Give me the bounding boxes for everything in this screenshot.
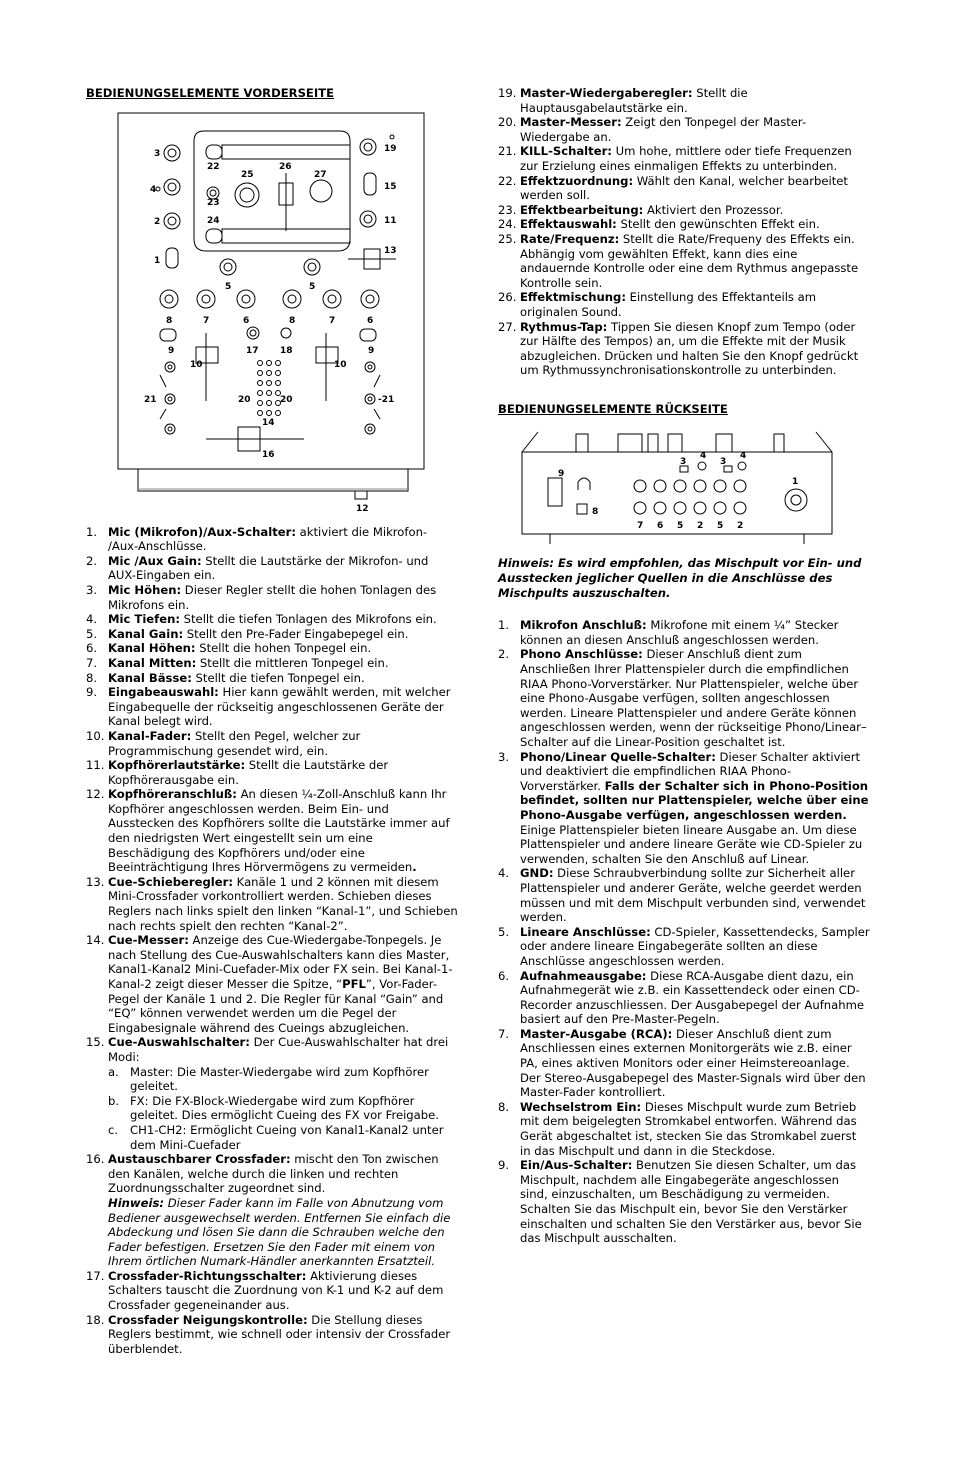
list-item: 8. Kanal Bässe: Stellt die tiefen Tonpegel ein.: [86, 670, 365, 685]
svg-text:6: 6: [367, 315, 374, 326]
list-item: 19. Master-Wiedergaberegler: Stellt die Hauptausgabelautstärke ein.: [498, 86, 748, 115]
svg-text:20: 20: [280, 394, 293, 405]
svg-text:18: 18: [280, 345, 293, 356]
list-item: 9. Ein/Aus-Schalter: Benutzen Sie diesen Schalter, um das Mischpult, nachdem alle Eingabegeräte angeschlossen sind, einzuschalten, um Beschädigung zu vermeiden. Schalten Sie das Mischpult ein, bevor Sie den Verstärker einschalten und schalten Sie den Verstärker aus, bevor Sie das Mischpult ausschalten.: [498, 1158, 862, 1246]
svg-text:16: 16: [262, 449, 275, 460]
svg-text:5: 5: [717, 521, 724, 532]
front-items-list-continued: [498, 86, 870, 378]
svg-text:4: 4: [740, 451, 747, 462]
svg-text:17: 17: [246, 345, 259, 356]
sub-list-item: b. FX: Die FX-Block-Wiedergabe wird zum Kopfhörer geleitet. Dies ermöglicht Cueing des FX vor Freigabe.: [108, 1093, 439, 1123]
list-item: 1. Mikrofon Anschluß: Mikrofone mit einem ¼” Stecker können an diesen Anschluß angeschlossen werden.: [498, 618, 839, 647]
list-item: 13. Cue-Schieberegler: Kanäle 1 und 2 können mit diesem Mini-Crossfader vorkontrolliert werden. Schieben dieses Reglers nach links spielt den linken “Kanal-1”, und Schieben nach rechts spielt den rechten “Kanal-2”.: [86, 874, 458, 933]
svg-text:25: 25: [241, 169, 254, 180]
list-item: 8. Wechselstrom Ein: Dieses Mischpult wurde zum Betrieb mit dem beigelegten Stromkabel entworfen. Während das Gerät abgeschaltet ist, stecken Sie das Stromkabel zuerst in das Mischpult und dann in die Steckdose.: [498, 1099, 857, 1158]
list-item: 6. Aufnahmeausgabe: Diese RCA-Ausgabe dient dazu, ein Aufnahmegerät wie z.B. ein Kassettendeck oder einen CD-Recorder anzuschliessen. Der Ausgabepegel der Aufnahme basiert auf den Pre-Master-Pegeln.: [498, 968, 865, 1027]
list-item: 9. Eingabeauswahl: Hier kann gewählt werden, mit welcher Eingabequelle der rückseitig angeschlossenen Geräte der Kanal belegt wird.: [86, 685, 451, 729]
list-item: 22. Effektzuordnung: Wählt den Kanal, welcher bearbeitet werden soll.: [498, 173, 848, 203]
list-item: 17. Crossfader-Richtungsschalter: Aktivierung dieses Schalters tauscht die Zuordnung von K-1 und K-2 auf dem Crossfader gegeneinander aus.: [86, 1268, 444, 1313]
svg-text:2: 2: [697, 521, 704, 532]
svg-text:7: 7: [203, 315, 210, 326]
list-item: 2. Mic /Aux Gain: Stellt die Lautstärke der Mikrofon- und AUX-Eingaben ein.: [86, 553, 429, 583]
list-item: 21. KILL-Schalter: Um hohe, mittlere oder tiefe Frequenzen zur Erzielung eines einmaligen Effekts zu unterbinden.: [498, 144, 852, 173]
list-item: 5. Lineare Anschlüsse: CD-Spieler, Kassettendecks, Sampler oder andere lineare Eingabegeräte sollten an diese Anschlüsse angeschlossen werden.: [498, 924, 870, 968]
svg-text:3: 3: [680, 457, 687, 468]
svg-text:15: 15: [384, 181, 397, 192]
list-item: 25. Rate/Frequenz: Stellt die Rate/Frequeny des Effekts ein. Abhängig vom gewählten Effekt, kann dies eine andauernde Kontrolle oder eine dem Rythmus angepasste Kontrolle sein.: [498, 231, 859, 290]
svg-text:8: 8: [166, 315, 173, 326]
svg-text:7: 7: [329, 315, 336, 326]
list-item: 4. Mic Tiefen: Stellt die tiefen Tonlagen des Mikrofons ein.: [86, 612, 437, 627]
rear-note: Hinweis: Es wird empfohlen, das Mischpult vor Ein- und Ausstecken jeglicher Quellen in die Anschlüsse des Mischpults auszuschalten.: [498, 556, 862, 600]
list-item: 5. Kanal Gain: Stellt den Pre-Fader Eingabepegel ein.: [86, 626, 409, 641]
left-column: [86, 86, 458, 1356]
svg-text:2: 2: [737, 521, 744, 532]
svg-text:3: 3: [720, 457, 727, 468]
svg-text:8: 8: [592, 507, 599, 518]
list-item: 4. GND: Diese Schraubverbindung sollte zur Sicherheit aller Plattenspieler und anderer Geräte, welche geerdet werden müssen und mit dem Mischpult verbunden sind, verwendet werden.: [498, 866, 866, 925]
svg-text:19: 19: [384, 143, 397, 154]
svg-text:6: 6: [243, 315, 250, 326]
svg-text:5: 5: [677, 521, 684, 532]
svg-text:11: 11: [384, 215, 397, 226]
list-item: 27. Rythmus-Tap: Tippen Sie diesen Knopf zum Tempo (oder zur Hälfte des Tempos) an, um die Effekte mit der Musik abzugleichen. Drücken und halten Sie den Knopf gedrückt um Rythmussynchronisationskontrolle zu unterbinden.: [498, 319, 859, 378]
svg-text:21: 21: [144, 394, 157, 405]
svg-text:5: 5: [309, 281, 316, 292]
list-item: 26. Effektmischung: Einstellung des Effektanteils am originalen Sound.: [498, 290, 817, 319]
svg-text:27: 27: [314, 169, 327, 180]
rear-panel-diagram: [520, 426, 860, 546]
list-item: 3. Phono/Linear Quelle-Schalter: Dieser Schalter aktiviert und deaktiviert die empfindlichen RIAA Phono-Vorverstärker. Falls der Schalter sich in Phono-Position befindet, sollten nur Plattenspieler, welche über eine Phono-Ausgabe verfügen, angeschlossen werden. Einige Plattenspieler bieten lineare Ausgabe an. Um diese Plattenspieler und andere lineare Geräte wie CD-Spieler zu verwenden, schalten Sie den Anschluß auf Linear.: [498, 749, 869, 866]
svg-text:10: 10: [334, 359, 347, 370]
front-panel-diagram: [116, 111, 456, 521]
list-item: 18. Crossfader Neigungskontrolle: Die Stellung dieses Reglers bestimmt, wie schnell oder intensiv der Crossfader überblendet.: [86, 1312, 451, 1356]
svg-text:1: 1: [154, 255, 161, 266]
svg-text:8: 8: [289, 315, 296, 326]
svg-text:13: 13: [384, 245, 397, 256]
svg-text:6: 6: [657, 521, 664, 532]
svg-text:4: 4: [700, 451, 707, 462]
svg-text:2: 2: [154, 216, 161, 227]
list-item: 3. Mic Höhen: Dieser Regler stellt die hohen Tonlagen des Mikrofons ein.: [86, 582, 437, 612]
svg-text:9: 9: [558, 469, 565, 480]
sub-list-item: a. Master: Die Master-Wiedergabe wird zum Kopfhörer geleitet.: [108, 1064, 429, 1094]
front-heading: BEDIENUNGSELEMENTE VORDERSEITE: [86, 86, 334, 100]
svg-text:9: 9: [368, 345, 375, 356]
right-column: [498, 86, 870, 1246]
svg-text:14: 14: [262, 417, 275, 428]
svg-text:-21: -21: [378, 394, 395, 405]
svg-text:5: 5: [225, 281, 232, 292]
svg-text:4: 4: [150, 184, 157, 195]
list-item: 1. Mic (Mikrofon)/Aux-Schalter: aktiviert die Mikrofon- /Aux-Anschlüsse.: [86, 524, 428, 554]
svg-text:10: 10: [190, 359, 203, 370]
list-item: 7. Kanal Mitten: Stellt die mittleren Tonpegel ein.: [86, 655, 389, 670]
sub-list: [108, 1065, 458, 1153]
list-item: 16. Austauschbarer Crossfader: mischt den Ton zwischen den Kanälen, welche durch die linken und rechten Zuordnungsschalter zugeordnet sind. Hinweis: Dieser Fader kann im Falle von Abnutzung vom Bediener ausgewechselt werden. Entfernen Sie einfach die Abdeckung und lösen Sie dann die Schrauben welche den Fader befestigen. Ersetzen Sie den Fader mit einem von Ihrem örtlichen Numark-Händler anerkannten Ersatzteil.: [86, 1152, 451, 1269]
list-item: 15. Cue-Auswahlschalter: Der Cue-Auswahlschalter hat drei Modi: a. Master: Die Master-Wiedergabe wird zum Kopfhörer geleitet. b. FX: Die FX-Block-Wiedergabe wird zum Kopfhörer geleitet. Dies ermöglicht Cueing des FX vor Freigabe. c. CH1-CH2: Ermöglicht Cueing von Kanal1-Kanal2 unter dem Mini-Cuefader: [86, 1035, 458, 1152]
sub-list-item: c. CH1-CH2: Ermöglicht Cueing von Kanal1-Kanal2 unter dem Mini-Cuefader: [108, 1122, 444, 1152]
svg-text:7: 7: [637, 521, 644, 532]
svg-text:22: 22: [207, 161, 220, 172]
rear-items-list: [498, 618, 870, 1246]
list-item: 7. Master-Ausgabe (RCA): Dieser Anschluß dient zum Anschliessen eines externen Monitorgeräts wie z.B. einer PA, eines aktiven Monitors oder einer Heimstereoanlage. Der Stereo-Ausgabepegel des Master-Signals wird über den Master-Fader kontrolliert.: [498, 1026, 866, 1100]
svg-text:12: 12: [356, 503, 369, 514]
svg-text:23: 23: [207, 197, 220, 208]
list-item: 14. Cue-Messer: Anzeige des Cue-Wiedergabe-Tonpegels. Je nach Stellung des Cue-Auswahlschalters kann dies Master, Kanal1-Kanal2 Mini-Cuefader-Mix oder FX sein. Bei Kanal-1-Kanal-2 zeigt dieser Messer die Spitze, “PFL”, Vor-Fader-Pegel der Kanäle 1 und 2. Die Regler für Kanal “Gain” and “EQ” können verwendet werden um die Pegel der Eingabesignale während des Cueings abzugleichen.: [86, 933, 453, 1035]
list-item: 2. Phono Anschlüsse: Dieser Anschluß dient zum Anschließen Ihrer Plattenspieler durch die empfindlichen RIAA Phono-Vorverstärker. Nur Plattenspieler, welche über eine Phono-Ausgabe verfügen, sollten angeschlossen werden. Lineare Plattenspieler und andere Geräte können angeschlossen werden, wenn der rückseitige Phono/Linear–Schalter auf die Linear-Position geschaltet ist.: [498, 647, 867, 749]
svg-text:9: 9: [168, 345, 175, 356]
list-item: 6. Kanal Höhen: Stellt die hohen Tonpegel ein.: [86, 641, 372, 656]
list-item: 12. Kopfhöreranschluß: An diesen ¼-Zoll-Anschluß kann Ihr Kopfhörer angeschlossen werden. Beim Ein- und Ausstecken des Kopfhörers sollte die Lautstärke immer auf den niedrigsten Wert eingestellt sein um eine Beschädigung des Kopfhörers und/oder eine Beeinträchtigung Ihres Hörvermögens zu vermeiden.: [86, 787, 450, 875]
svg-text:1: 1: [792, 477, 799, 488]
list-item: 11. Kopfhörerlautstärke: Stellt die Lautstärke der Kopfhörerausgabe ein.: [86, 758, 389, 787]
list-item: 24. Effektauswahl: Stellt den gewünschten Effekt ein.: [498, 217, 820, 232]
svg-text:20: 20: [238, 394, 251, 405]
front-items-list: [86, 525, 458, 1357]
svg-text:26: 26: [279, 161, 292, 172]
rear-heading: BEDIENUNGSELEMENTE RÜCKSEITE: [498, 401, 728, 416]
svg-text:24: 24: [207, 215, 220, 226]
list-item: 10. Kanal-Fader: Stellt den Pegel, welcher zur Programmischung gesendet wird, ein.: [86, 728, 361, 758]
list-item: 20. Master-Messer: Zeigt den Tonpegel der Master-Wiedergabe an.: [498, 115, 807, 144]
svg-text:3: 3: [154, 148, 161, 159]
list-item: 23. Effektbearbeitung: Aktiviert den Prozessor.: [498, 202, 784, 217]
